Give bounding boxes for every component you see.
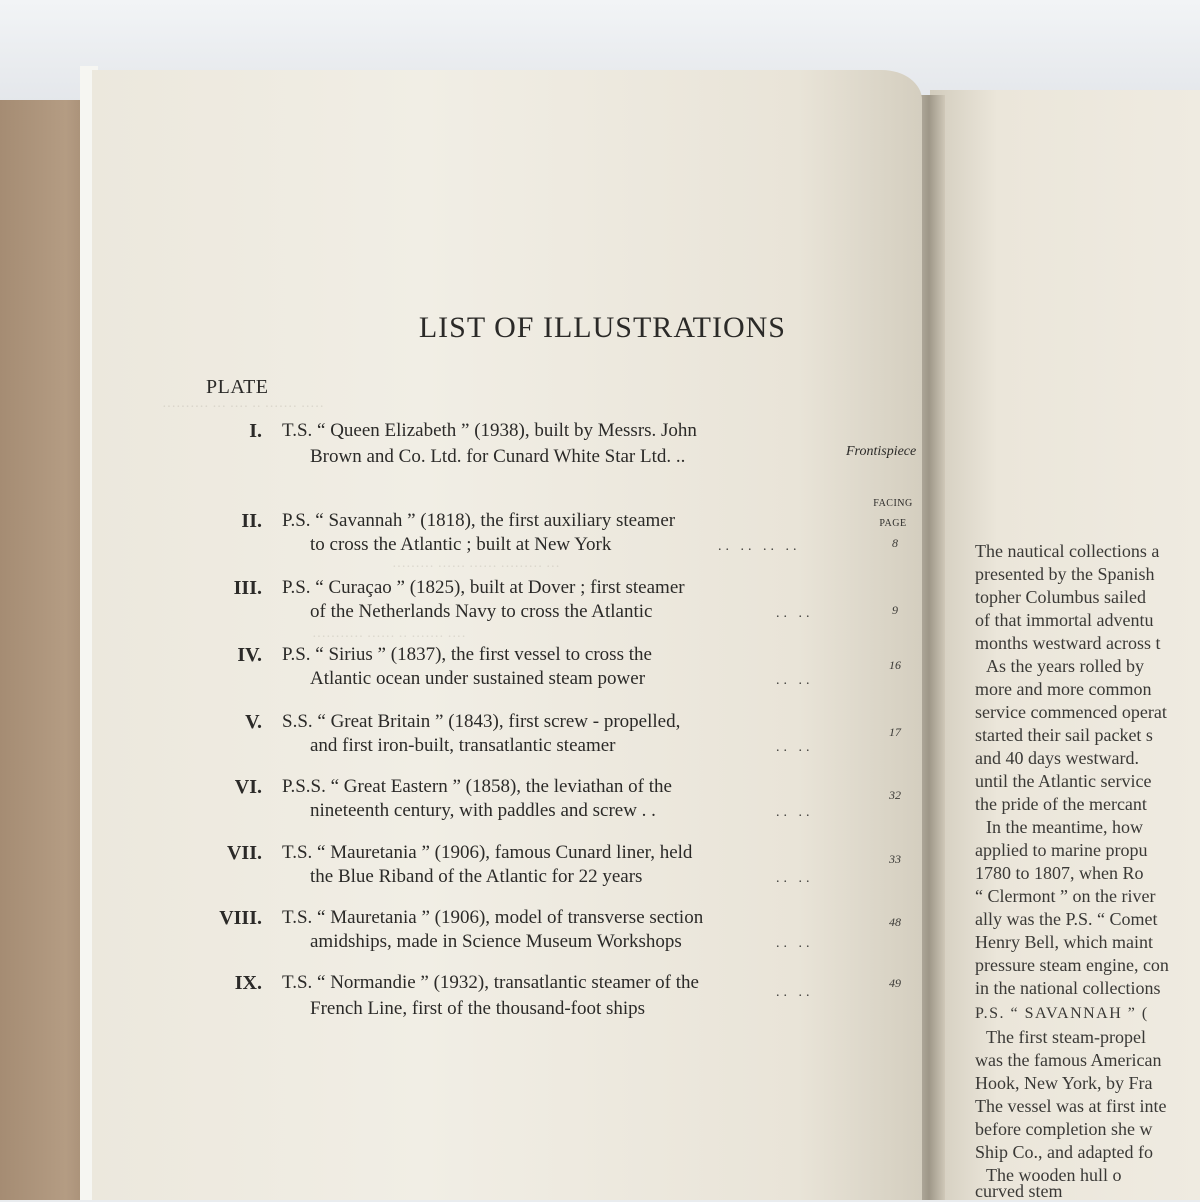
illustration-entry [0,840,920,900]
entry-line-1: P.S. “ Sirius ” (1837), the first vessel to cross the [282,644,652,665]
show-through-text: ··········· ······ ·· ······· ···· [312,630,466,645]
entry-line-2: Atlantic ocean under sustained steam power [310,668,646,689]
entry-line-1: T.S. “ Mauretania ” (1906), famous Cunard liner, held [282,842,693,863]
body-text-line: The vessel was at first inte [975,1096,1167,1116]
body-text-line: was the famous American [975,1050,1162,1070]
page-number: 49 [889,976,901,990]
page-number: 32 [889,788,901,802]
entry-line-1: P.S. “ Curaçao ” (1825), built at Dover ; first steamer [282,577,685,598]
body-text-line: until the Atlantic service [975,771,1152,791]
body-text-line: Ship Co., and adapted fo [975,1142,1153,1162]
dot-leaders: .. .. [776,985,814,1000]
frontispiece-label: Frontispiece [846,444,917,459]
entry-line-2: the Blue Riband of the Atlantic for 22 years [310,866,643,887]
left-page [92,70,922,1200]
body-text-line: In the meantime, how [986,817,1143,837]
entry-line-2: Brown and Co. Ltd. for Cunard White Star Ltd. .. [310,446,686,467]
body-text-line: service commenced operat [975,702,1167,722]
entry-line-2: nineteenth century, with paddles and screw . . [310,800,656,821]
facing-label-line: FACING [873,498,913,509]
entry-line-1: T.S. “ Mauretania ” (1906), model of transverse section [282,907,704,928]
entry-line-1: T.S. “ Normandie ” (1932), transatlantic steamer of the [282,972,699,993]
body-text-line: The first steam-propel [986,1027,1146,1047]
entry-line-1: P.S.S. “ Great Eastern ” (1858), the leviathan of the [282,776,672,797]
entry-line-2: to cross the Atlantic ; built at New York [310,534,612,555]
body-text-line: before completion she w [975,1119,1153,1139]
plate-column-label: PLATE [206,376,269,398]
illustration-entry [0,905,920,965]
entry-line-2: and first iron-built, transatlantic steamer [310,735,616,756]
plate-numeral: IX. [234,972,262,994]
illustration-entry [0,418,920,478]
show-through-text: ········· ······ ······ ········· ··· [392,560,560,575]
entry-line-2: French Line, first of the thousand-foot ships [310,998,646,1019]
page-number: 8 [892,536,898,550]
illustration-entry [0,709,920,769]
dot-leaders: .. .. .. .. [718,539,801,554]
entry-line-1: P.S. “ Savannah ” (1818), the first auxiliary steamer [282,510,676,531]
illustration-entry [0,508,920,568]
plate-numeral: IV. [237,644,262,666]
dot-leaders: .. .. [776,673,814,688]
page-number: 33 [889,852,901,866]
page-number: 48 [889,915,901,929]
body-text-line: the pride of the mercant [975,794,1147,814]
illustration-entry [0,774,920,834]
plate-numeral: I. [249,420,262,442]
illustration-entry [0,970,920,1030]
body-text-line: of that immortal adventu [975,610,1154,630]
body-text-line: “ Clermont ” on the river [975,886,1156,906]
body-text-line: presented by the Spanish [975,564,1155,584]
page-number: 17 [889,725,901,739]
dot-leaders: .. .. [776,606,814,621]
page-title: LIST OF ILLUSTRATIONS [418,311,786,344]
dot-leaders: .. .. [776,740,814,755]
facing-label-line: PAGE [879,518,907,529]
entry-line-2: of the Netherlands Navy to cross the Atlantic [310,601,653,622]
entry-line-1: S.S. “ Great Britain ” (1843), first screw - propelled, [282,711,681,732]
show-through-text: ·········· ··· ···· ·· ······· ····· [162,400,325,415]
body-text-line: in the national collections [975,978,1161,998]
page-number: 9 [892,603,898,617]
body-text-line: Hook, New York, by Fra [975,1073,1153,1093]
plate-numeral: VIII. [219,907,262,929]
plate-numeral: II. [241,510,262,532]
body-text-line: started their sail packet s [975,725,1153,745]
plate-numeral: VII. [226,842,262,864]
body-text-line: The wooden hull o [986,1165,1122,1185]
body-text-line: Henry Bell, which maint [975,932,1153,952]
dot-leaders: .. .. [776,936,814,951]
entry-line-1: T.S. “ Queen Elizabeth ” (1938), built by Messrs. John [282,420,697,441]
body-text-line: As the years rolled by [986,656,1144,676]
body-text-line: more and more common [975,679,1152,699]
body-text-line: months westward across t [975,633,1161,653]
body-text-line: The nautical collections a [975,541,1160,561]
plate-numeral: III. [233,577,262,599]
illustration-entry [0,575,920,635]
dot-leaders: .. .. [776,805,814,820]
dot-leaders: .. .. [776,871,814,886]
plate-numeral: V. [245,711,262,733]
illustration-entry [0,642,920,702]
body-text-line: applied to marine propu [975,840,1148,860]
body-text-line: ally was the P.S. “ Comet [975,909,1158,929]
body-text-line: topher Columbus sailed [975,587,1146,607]
body-text-line: pressure steam engine, con [975,955,1169,975]
body-text-line: 1780 to 1807, when Ro [975,863,1144,883]
body-text-line: curved stem [975,1181,1063,1201]
plate-numeral: VI. [234,776,262,798]
section-heading: P.S. “ SAVANNAH ” ( [975,1005,1149,1022]
page-number: 16 [889,658,901,672]
entry-line-2: amidships, made in Science Museum Workshops [310,931,682,952]
body-text-line: and 40 days westward. [975,748,1139,768]
